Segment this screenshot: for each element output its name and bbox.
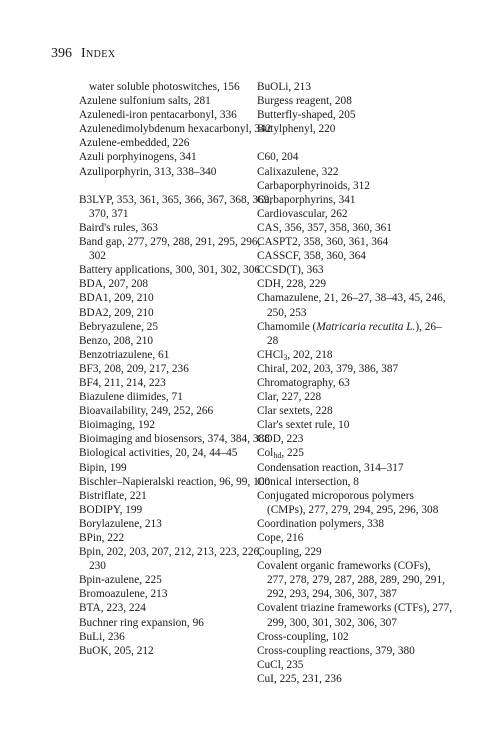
index-entry: CDH, 228, 229: [257, 278, 327, 291]
index-entry: [257, 320, 453, 348]
index-entry: Butterfly-shaped, 205: [257, 109, 356, 122]
index-entry: Coupling, 229: [257, 546, 322, 559]
index-entry: Carbaporphyrinoids, 312: [257, 179, 370, 192]
index-entry: CuI, 225, 231, 236: [257, 672, 342, 685]
index-entry-text: Col: [257, 447, 274, 460]
index-entry: BPin, 222: [79, 532, 125, 544]
index-entry: CASSCF, 358, 360, 364: [257, 250, 366, 263]
index-entry: Conjugated microporous polymers (CMPs), 277, 279, 294, 295, 296, 308: [257, 489, 439, 516]
index-entry: BDA, 207, 208: [79, 278, 149, 291]
index-entry: Benzo, 208, 210: [79, 334, 154, 347]
index-entry: Bpin, 202, 203, 207, 212, 213, 223, 226, 230: [79, 546, 262, 573]
index-entry: Cope, 216: [257, 532, 304, 544]
index-entry: Clar, 227, 228: [257, 391, 322, 404]
index-entry: Buchner ring expansion, 96: [79, 616, 204, 629]
index-entry-text: , 202, 218: [287, 348, 333, 361]
index-entry: COD, 223: [257, 433, 304, 446]
index-entry: BF4, 211, 214, 223: [79, 376, 166, 389]
index-entry: Benzotriazulene, 61: [79, 348, 170, 361]
index-entry: Borylazulene, 213: [79, 517, 162, 530]
index-entry: Azulene-embedded, 226: [79, 137, 190, 150]
index-entry: Azulene sulfonium salts, 281: [79, 95, 211, 108]
index-entry: Clar's sextet rule, 10: [257, 419, 350, 432]
index-entry-subscript: 3: [283, 352, 288, 362]
index-entry: Band gap, 277, 279, 288, 291, 295, 296, 302: [79, 236, 261, 263]
index-entry: Bebryazulene, 25: [79, 320, 159, 333]
index-entry: Azulenedi-iron pentacarbonyl, 336: [79, 109, 237, 122]
index-entry-text: , 225: [281, 447, 304, 460]
index-entry: BuLi, 236: [79, 630, 125, 643]
index-entry: BuOK, 205, 212: [79, 644, 154, 657]
index-entry: Burgess reagent, 208: [257, 95, 352, 108]
index-entry: BDA2, 209, 210: [79, 306, 154, 319]
page-title: Index: [81, 46, 116, 61]
index-entry: Calixazulene, 322: [257, 165, 339, 178]
index-entry: Bioimaging and biosensors, 374, 384, 388: [79, 433, 270, 446]
index-entry: Bpin-azulene, 225: [79, 574, 162, 587]
index-entry: Biological activities, 20, 24, 44–45: [79, 447, 238, 460]
index-entry: Azulenedimolybdenum hexacarbonyl, 342: [79, 123, 272, 136]
index-entry: Chromatography, 63: [257, 376, 350, 389]
index-letter-gap: [79, 179, 275, 193]
index-entry: Azuli porphyinogens, 341: [79, 151, 197, 164]
index-entry: Covalent organic frameworks (COFs), 277, 278, 279, 287, 288, 289, 290, 291, 292, 293, 294, 306, 307, 387: [257, 560, 445, 601]
index-entry: Chiral, 202, 203, 379, 386, 387: [257, 362, 399, 375]
index-entry: Battery applications, 300, 301, 302, 306: [79, 264, 261, 277]
index-entry: water soluble photoswitches, 156: [89, 81, 240, 93]
index-entry: Clar sextets, 228: [257, 405, 333, 418]
index-entry-italic: Matricaria recutita L.: [316, 320, 416, 333]
index-entry: BuOLi, 213: [257, 81, 311, 93]
index-entry: Cross-coupling reactions, 379, 380: [257, 644, 415, 657]
index-entry: BTA, 223, 224: [79, 602, 146, 615]
index-entry: Azuliporphyrin, 313, 338–340: [79, 165, 217, 178]
index-entry: Bipin, 199: [79, 461, 127, 474]
index-entry: CCSD(T), 363: [257, 264, 324, 277]
index-entry: Baird's rules, 363: [79, 221, 158, 234]
index-entry: Butylphenyl, 220: [257, 123, 336, 136]
index-column-right: [257, 80, 453, 686]
index-entry-text: CHCl: [257, 348, 284, 361]
index-entry: BF3, 208, 209, 217, 236: [79, 362, 189, 375]
index-entry: Bistriflate, 221: [79, 489, 147, 502]
index-entry: B3LYP, 353, 361, 365, 366, 367, 368, 369, 370, 371: [79, 193, 273, 220]
index-entry: Carbaporphyrins, 341: [257, 193, 356, 206]
index-entry: Condensation reaction, 314–317: [257, 461, 404, 474]
page-number: 396: [51, 46, 72, 61]
index-entry: Chamazulene, 21, 26–27, 38–43, 45, 246, 250, 253: [257, 292, 446, 319]
index-entry: [257, 348, 453, 362]
index-entry-text: ), 26–28: [267, 320, 442, 347]
index-entry: Bioavailability, 249, 252, 266: [79, 405, 214, 418]
index-entry: CASPT2, 358, 360, 361, 364: [257, 236, 389, 249]
index-entry: BODIPY, 199: [79, 503, 143, 516]
index-entry-text: Chamomile (: [257, 320, 317, 333]
page-header: [51, 46, 115, 62]
index-letter-gap: [257, 136, 453, 150]
index-entry: Coordination polymers, 338: [257, 517, 385, 530]
index-entry: C60, 204: [257, 151, 299, 164]
index-entry: Bromoazulene, 213: [79, 588, 168, 601]
index-entry: Cardiovascular, 262: [257, 207, 348, 220]
index-entry: Bischler–Napieralski reaction, 96, 99, 100: [79, 475, 271, 488]
index-entry-subscript: hd: [273, 451, 282, 461]
index-entry: CAS, 356, 357, 358, 360, 361: [257, 221, 392, 234]
index-entry: CuCl, 235: [257, 658, 304, 671]
index-entry: Covalent triazine frameworks (CTFs), 277, 299, 300, 301, 302, 306, 307: [257, 602, 453, 629]
index-entry: Cross-coupling, 102: [257, 630, 349, 643]
index-entry: Biazulene diimides, 71: [79, 391, 183, 404]
index-entry: [257, 446, 453, 460]
index-entry: Bioimaging, 192: [79, 419, 155, 432]
index-entry: BDA1, 209, 210: [79, 292, 154, 305]
index-column-left: [79, 80, 275, 658]
index-entry: Conical intersection, 8: [257, 475, 359, 488]
